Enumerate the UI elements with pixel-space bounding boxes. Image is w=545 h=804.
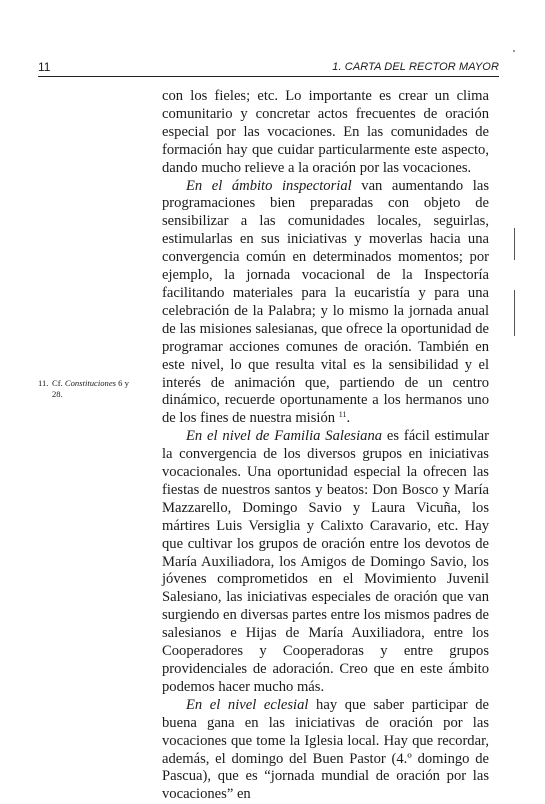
- paragraph-lead: En el nivel de Familia Salesiana: [186, 428, 383, 445]
- footnote-ref: 11: [338, 410, 347, 420]
- footnote-prefix: Cf.: [52, 378, 63, 388]
- paragraph-text: van aumentando las programaciones bien preparadas con objeto de sensibilizar a las comunidades locales, seguirlas, estimularlas en sus iniciativas y moverlas hacia una convergencia común en determinados momentos; por ejemplo, la jornada vocacional de la Inspectoría facilitando materiales para la eucaristía y para una celebración de la Palabra; y lo mismo la jornada anual de las misiones salesianas, que ofrece la oportunidad de programar acciones comunes de oración. También en este nivel, lo que resulta vital es la sensibilidad y el interés de animación que, partiendo de un centro dinámico, recuerde oportunamente a los hermanos uno de los fines de nuestra misión: [162, 177, 489, 427]
- margin-mark: [514, 290, 515, 336]
- paragraph: [162, 428, 489, 697]
- paragraph: [162, 178, 489, 429]
- paragraph: [162, 697, 489, 804]
- page-number: 11: [38, 60, 51, 74]
- footnote-ref-a: 6 y: [118, 378, 129, 388]
- paragraph-lead: En el nivel eclesial: [186, 696, 309, 713]
- footnote-work: Constituciones: [64, 378, 116, 388]
- paragraph-text: con los fieles; etc. Lo importante es crear un clima comunitario y concretar actos frecuentes de oración especial por las vocaciones. En las comunidades de formación hay que cuidar particularmente este aspecto, dando mucho relieve a la oración por las vocaciones.: [162, 88, 489, 176]
- body-text: [162, 88, 489, 804]
- running-head: 1. CARTA DEL RECTOR MAYOR: [332, 61, 499, 73]
- scan-speck: [513, 50, 515, 52]
- margin-mark: [514, 228, 515, 260]
- footnote-ref-b: 28.: [52, 389, 63, 399]
- paragraph: [162, 88, 489, 178]
- paragraph-text: es fácil estimular la convergencia de los diversos grupos en iniciativas vocacionales. Una oportunidad especial la ofrecen las fiestas de nuestros santos y beatos: Don Bosco y María Mazzarello, Domingo Savio y Laura Vicuña, los mártires Luis Versiglia y Calixto Caravario, etc. Hay que cultivar los grupos de oración entre los devotos de María Auxiliadora, los Amigos de Domingo Savio, los jóvenes comprometidos en el Movimiento Juvenil Salesiano, las iniciativas especiales de oración que van surgiendo en diversas partes entre los mismos padres de salesianos e Hijas de María Auxiliadora, entre los Cooperadores y Cooperadoras y entre grupos providenciales de adoración. Creo que en este ámbito podemos hacer mucho más.: [162, 428, 489, 695]
- paragraph-end: .: [346, 410, 351, 427]
- footnote: [38, 378, 156, 400]
- paragraph-lead: En el ámbito inspectorial: [186, 177, 352, 194]
- paragraph-text: hay que saber participar de buena gana en las iniciativas de oración por las vocaciones que tome la Iglesia local. Hay que recordar, además, el domingo del Buen Pastor (4.º domingo de Pascua), que es “jornada mundial de oración por las vocaciones” en: [162, 696, 490, 803]
- footnote-number: 11.: [38, 378, 49, 388]
- header-rule: [38, 76, 499, 77]
